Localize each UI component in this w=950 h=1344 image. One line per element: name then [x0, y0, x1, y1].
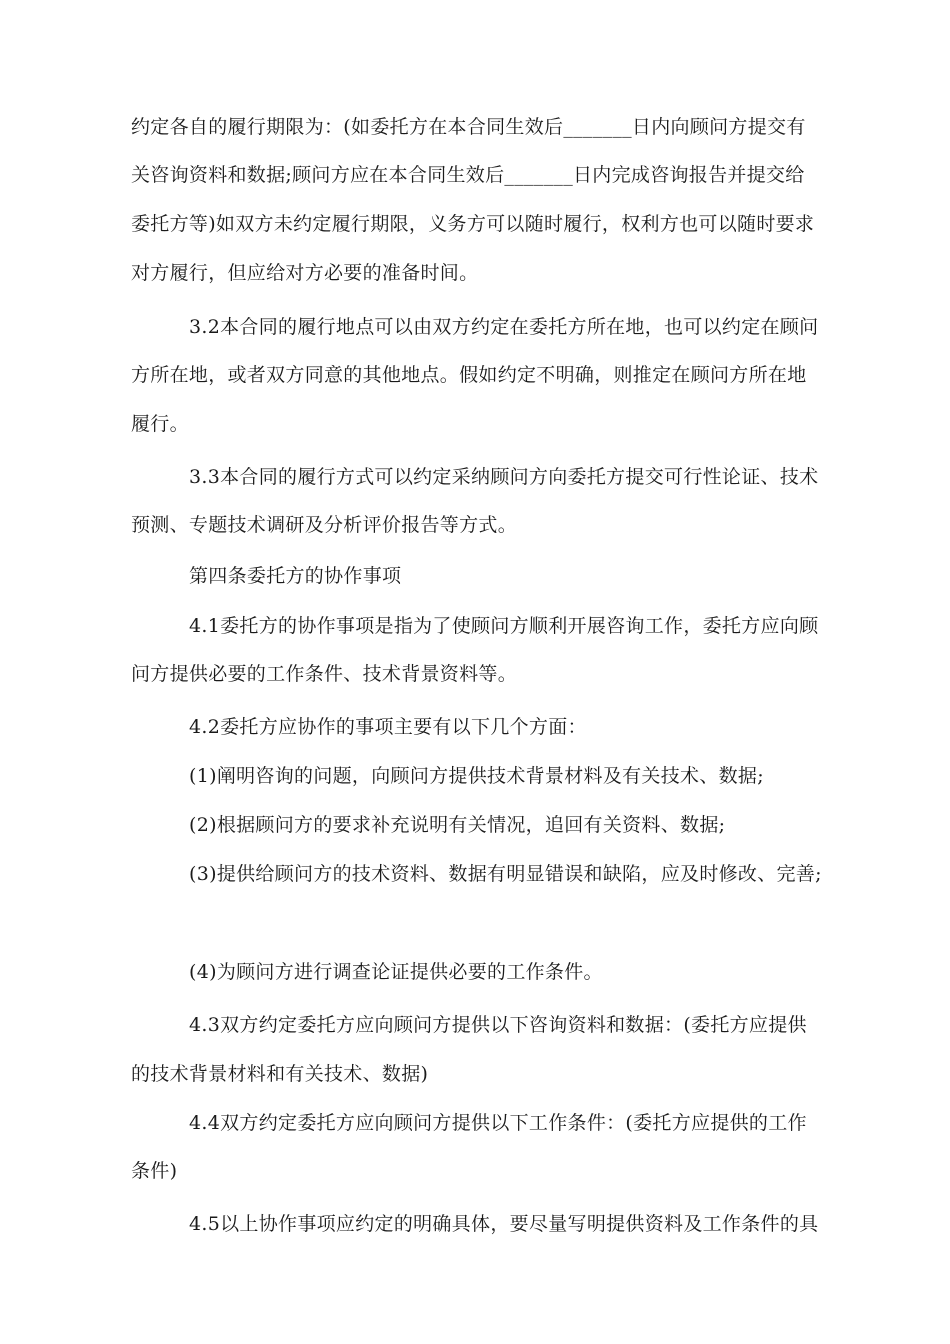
paragraph-line: 条件) — [131, 1160, 178, 1182]
paragraph-line: 4.3双方约定委托方应向顾问方提供以下咨询资料和数据：(委托方应提供 — [189, 1014, 807, 1036]
list-item: (1)阐明咨询的问题，向顾问方提供技术背景材料及有关技术、数据; — [189, 765, 764, 787]
list-item: (2)根据顾问方的要求补充说明有关情况，追回有关资料、数据; — [189, 814, 726, 836]
paragraph-line: 4.2委托方应协作的事项主要有以下几个方面： — [189, 716, 587, 738]
paragraph-line: 履行。 — [131, 413, 189, 435]
paragraph-line: 对方履行，但应给对方必要的准备时间。 — [131, 262, 479, 284]
paragraph-line: 4.1委托方的协作事项是指为了使顾问方顺利开展咨询工作，委托方应向顾 — [189, 615, 819, 637]
section-heading: 第四条委托方的协作事项 — [189, 565, 402, 587]
paragraph-line: 问方提供必要的工作条件、技术背景资料等。 — [131, 663, 518, 685]
paragraph-line: 约定各自的履行期限为：(如委托方在本合同生效后_______日内向顾问方提交有 — [131, 116, 806, 138]
paragraph-line: 4.5以上协作事项应约定的明确具体，要尽量写明提供资料及工作条件的具 — [189, 1213, 819, 1235]
paragraph-line: 预测、专题技术调研及分析评价报告等方式。 — [131, 514, 518, 536]
list-item: (3)提供给顾问方的技术资料、数据有明显错误和缺陷，应及时修改、完善; — [189, 863, 822, 885]
paragraph-line: 3.3本合同的履行方式可以约定采纳顾问方向委托方提交可行性论证、技术 — [189, 466, 819, 488]
list-item: (4)为顾问方进行调查论证提供必要的工作条件。 — [189, 961, 603, 983]
paragraph-line: 3.2本合同的履行地点可以由双方约定在委托方所在地，也可以约定在顾问 — [189, 316, 819, 338]
paragraph-line: 方所在地，或者双方同意的其他地点。假如约定不明确，则推定在顾问方所在地 — [131, 364, 807, 386]
paragraph-line: 4.4双方约定委托方应向顾问方提供以下工作条件：(委托方应提供的工作 — [189, 1112, 807, 1134]
paragraph-line: 关咨询资料和数据;顾问方应在本合同生效后_______日内完成咨询报告并提交给 — [131, 164, 805, 186]
paragraph-line: 的技术背景材料和有关技术、数据) — [131, 1063, 429, 1085]
paragraph-line: 委托方等)如双方未约定履行期限，义务方可以随时履行，权利方也可以随时要求 — [131, 213, 815, 235]
